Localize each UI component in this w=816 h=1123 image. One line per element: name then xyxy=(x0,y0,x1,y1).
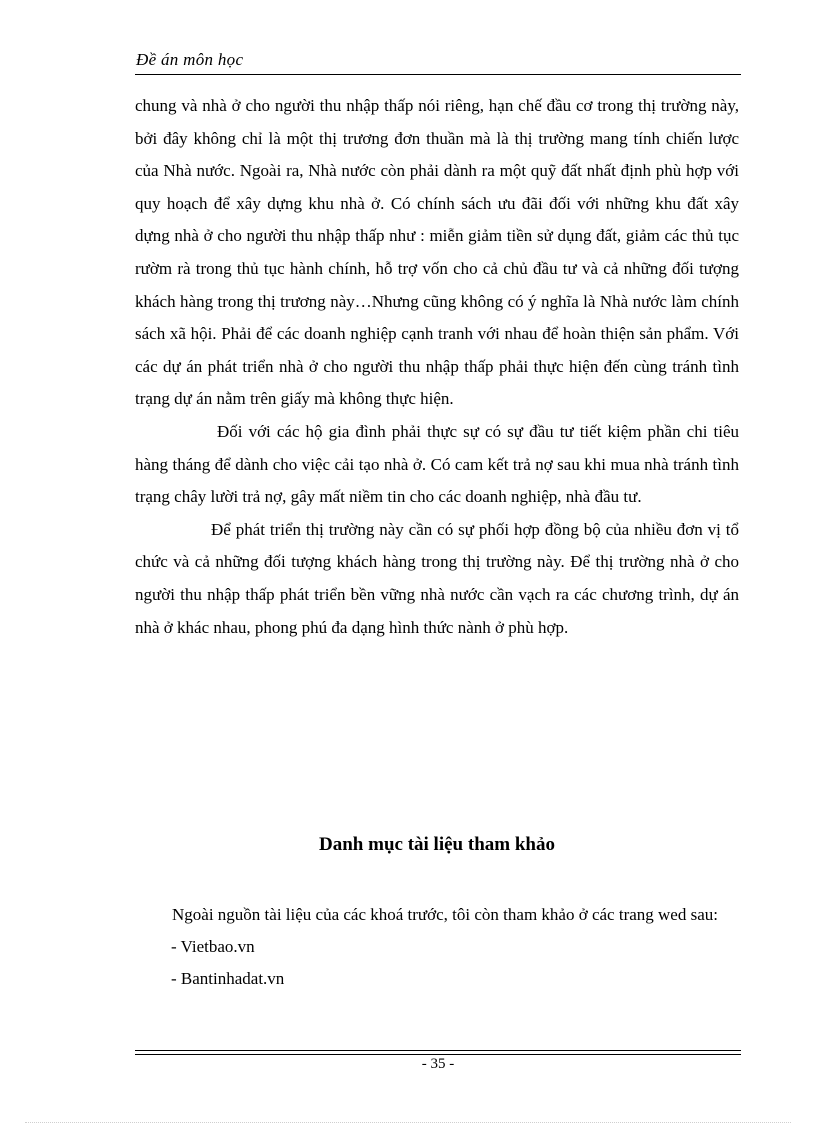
header-title: Đề án môn học xyxy=(136,50,244,69)
references-list xyxy=(135,931,739,995)
references-heading: Danh mục tài liệu tham khảo xyxy=(319,834,555,855)
body-text xyxy=(135,90,739,644)
reference-item: - Bantinhadat.vn xyxy=(171,969,285,988)
footer-rule-top xyxy=(135,1050,741,1051)
page-number: - 35 - xyxy=(421,1056,455,1072)
reference-item: - Vietbao.vn xyxy=(171,937,255,956)
references-intro: Ngoài nguồn tài liệu của các khoá trước, tôi còn tham khảo ở các trang wed sau: xyxy=(172,905,718,924)
paragraph-coordination: Để phát triển thị trường này cần có sự phối hợp đồng bộ của nhiều đơn vị tổ chức và cả những đối tượng khách hàng trong thị trường này. Để thị trường nhà ở cho người thu nhập thấp phát triển bền vững nhà nước cần vạch ra các chương trình, dự án nhà ở khác nhau, phong phú đa dạng hình thức nành ở phù hợp. xyxy=(135,519,739,637)
footer-rule-bottom xyxy=(135,1054,741,1055)
references-section xyxy=(135,899,739,995)
paragraph-continuation: chung và nhà ở cho người thu nhập thấp nói riêng, hạn chế đầu cơ trong thị trường này, bởi đây không chỉ là một thị trương đơn thuần mà là thị trường mang tính chiến lược của Nhà nước. Ngoài ra, Nhà nước còn phải dành ra một quỹ đất nhất định phù hợp với quy hoạch để xây dựng khu nhà ở. Có chính sách ưu đãi đối với những khu đất xây dựng nhà ở cho người thu nhập thấp như : miễn giảm tiền sử dụng đất, giảm các thủ tục rườm rà trong thủ tục hành chính, hỗ trợ vốn cho cả chủ đầu tư và cả những đối tượng khách hàng trong thị trương này…Nhưng cũng không có ý nghĩa là Nhà nước làm chính sách xã hội. Phải để các doanh nghiệp cạnh tranh với nhau để hoàn thiện sản phẩm. Với các dự án phát triển nhà ở cho người thu nhập thấp phải thực hiện đến cùng tránh tình trạng dự án nằm trên giấy mà không thực hiện. xyxy=(135,96,739,409)
page-header xyxy=(135,48,741,75)
paragraph-households: Đối với các hộ gia đình phải thực sự có sự đầu tư tiết kiệm phần chi tiêu hàng tháng để dành cho việc cải tạo nhà ở. Có cam kết trả nợ sau khi mua nhà tránh tình trạng chây lười trả nợ, gây mất niềm tin cho các doanh nghiệp, nhà đầu tư. xyxy=(135,421,739,507)
